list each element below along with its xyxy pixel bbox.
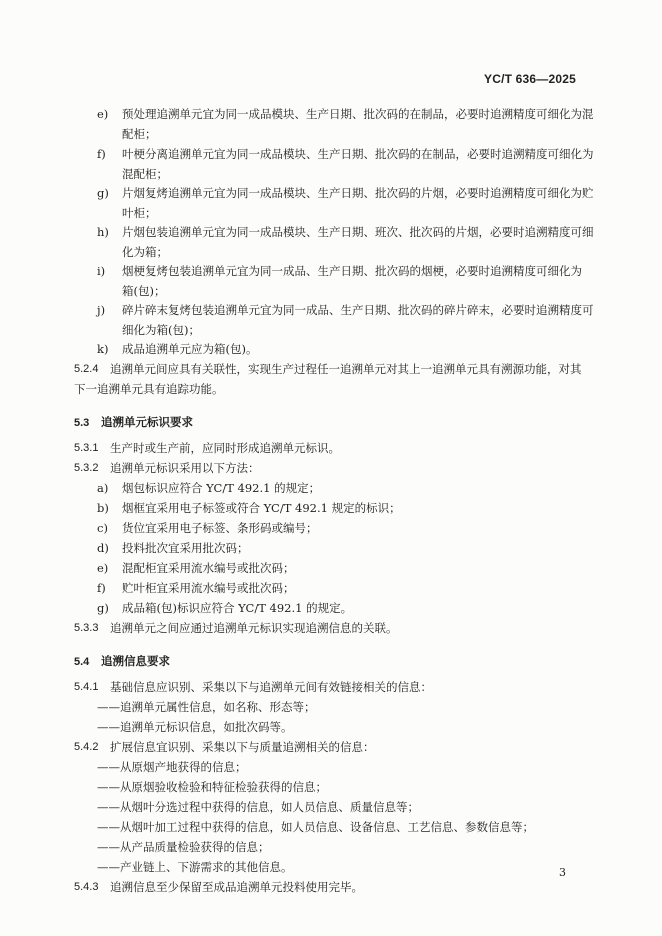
item-text: 成品箱(包)标识应符合 YC/T 492.1 的规定。 bbox=[122, 601, 353, 615]
item-label: c) bbox=[97, 521, 108, 535]
item-text: 烟框宜采用电子标签或符合 YC/T 492.1 规定的标识； bbox=[122, 501, 401, 515]
item-label: i) bbox=[97, 264, 106, 278]
clause-number: 5.2.4 bbox=[74, 363, 99, 375]
item-label: b) bbox=[97, 501, 109, 515]
item-label: e) bbox=[97, 561, 109, 575]
page-number: 3 bbox=[559, 866, 566, 879]
dash-item: ——追溯单元标识信息，如批次码等。 bbox=[97, 720, 293, 734]
item-text: 预处理追溯单元宜为同一成品模块、生产日期、批次码的在制品，必要时追溯精度可细化为混 bbox=[122, 107, 594, 121]
section-number: 5.4 bbox=[74, 656, 90, 668]
item-text: 烟梗复烤包装追溯单元宜为同一成品、生产日期、批次码的烟梗，必要时追溯精度可细化为 bbox=[122, 264, 582, 278]
dash-item: ——从原烟验收检验和特征检验获得的信息； bbox=[97, 780, 327, 794]
item-label: j) bbox=[97, 303, 106, 317]
clause-number: 5.4.2 bbox=[74, 741, 99, 753]
item-text: 片烟包装追溯单元宜为同一成品模块、生产日期、班次、批次码的片烟，必要时追溯精度可细 bbox=[122, 225, 594, 239]
item-label: f) bbox=[97, 147, 106, 161]
clause-text: 追溯信息至少保留至成品追溯单元投料使用完毕。 bbox=[110, 880, 363, 894]
clause-text: 追溯单元之间应通过追溯单元标识实现追溯信息的关联。 bbox=[110, 621, 398, 635]
standard-code: YC/T 636—2025 bbox=[484, 72, 576, 86]
item-label: g) bbox=[97, 601, 109, 615]
item-text: 叶梗分离追溯单元宜为同一成品模块、生产日期、批次码的在制品，必要时追溯精度可细化为 bbox=[122, 147, 594, 161]
item-text: 贮叶柜宜采用流水编号或批次码； bbox=[122, 581, 295, 595]
item-text: 叶柜； bbox=[122, 206, 157, 220]
clause-text: 下一追溯单元具有追踪功能。 bbox=[74, 382, 224, 396]
item-label: a) bbox=[97, 481, 109, 495]
item-text: 碎片碎末复烤包装追溯单元宜为同一成品、生产日期、批次码的碎片碎末，必要时追溯精度可 bbox=[122, 303, 594, 317]
item-text: 成品追溯单元应为箱(包)。 bbox=[122, 342, 258, 356]
dash-item: ——从产品质量检验获得的信息； bbox=[97, 840, 270, 854]
dash-item: ——产业链上、下游需求的其他信息。 bbox=[97, 860, 293, 874]
clause-text: 扩展信息宜识别、采集以下与质量追溯相关的信息： bbox=[110, 740, 375, 754]
item-label: f) bbox=[97, 581, 106, 595]
dash-item: ——追溯单元属性信息，如名称、形态等； bbox=[97, 700, 316, 714]
clause-number: 5.3.3 bbox=[74, 622, 99, 634]
item-text: 货位宜采用电子标签、条形码或编号； bbox=[122, 521, 318, 535]
item-text: 配柜； bbox=[122, 127, 157, 141]
item-text: 化为箱； bbox=[122, 245, 168, 259]
clause-number: 5.3.1 bbox=[74, 442, 99, 454]
dash-item: ——从烟叶分选过程中获得的信息，如人员信息、质量信息等； bbox=[97, 800, 419, 814]
dash-item: ——从烟叶加工过程中获得的信息，如人员信息、设备信息、工艺信息、参数信息等； bbox=[97, 820, 534, 834]
clause-text: 追溯单元标识采用以下方法： bbox=[110, 461, 260, 475]
section-title: 追溯信息要求 bbox=[101, 656, 170, 668]
section-number: 5.3 bbox=[74, 417, 90, 429]
item-label: h) bbox=[97, 225, 109, 239]
item-text: 混配柜； bbox=[122, 167, 168, 181]
clause-text: 生产时或生产前，应同时形成追溯单元标识。 bbox=[110, 441, 340, 455]
item-text: 烟包标识应符合 YC/T 492.1 的规定； bbox=[122, 481, 321, 495]
item-label: e) bbox=[97, 107, 109, 121]
item-label: g) bbox=[97, 186, 109, 200]
item-text: 投料批次宜采用批次码； bbox=[122, 541, 249, 555]
item-text: 细化为箱(包)； bbox=[122, 323, 200, 337]
clause-number: 5.4.1 bbox=[74, 681, 99, 693]
section-title: 追溯单元标识要求 bbox=[101, 417, 193, 429]
item-text: 片烟复烤追溯单元宜为同一成品模块、生产日期、批次码的片烟，必要时追溯精度可细化为贮 bbox=[122, 186, 594, 200]
item-text: 箱(包)； bbox=[122, 284, 166, 298]
clause-number: 5.3.2 bbox=[74, 462, 99, 474]
clause-number: 5.4.3 bbox=[74, 881, 99, 893]
item-label: k) bbox=[97, 342, 109, 356]
dash-item: ——从原烟产地获得的信息； bbox=[97, 760, 247, 774]
item-text: 混配柜宜采用流水编号或批次码； bbox=[122, 561, 295, 575]
clause-text: 追溯单元间应具有关联性，实现生产过程任一追溯单元对其上一追溯单元具有溯源功能，对其 bbox=[110, 362, 582, 376]
item-label: d) bbox=[97, 541, 109, 555]
clause-text: 基础信息应识别、采集以下与追溯单元间有效链接相关的信息： bbox=[110, 680, 432, 694]
